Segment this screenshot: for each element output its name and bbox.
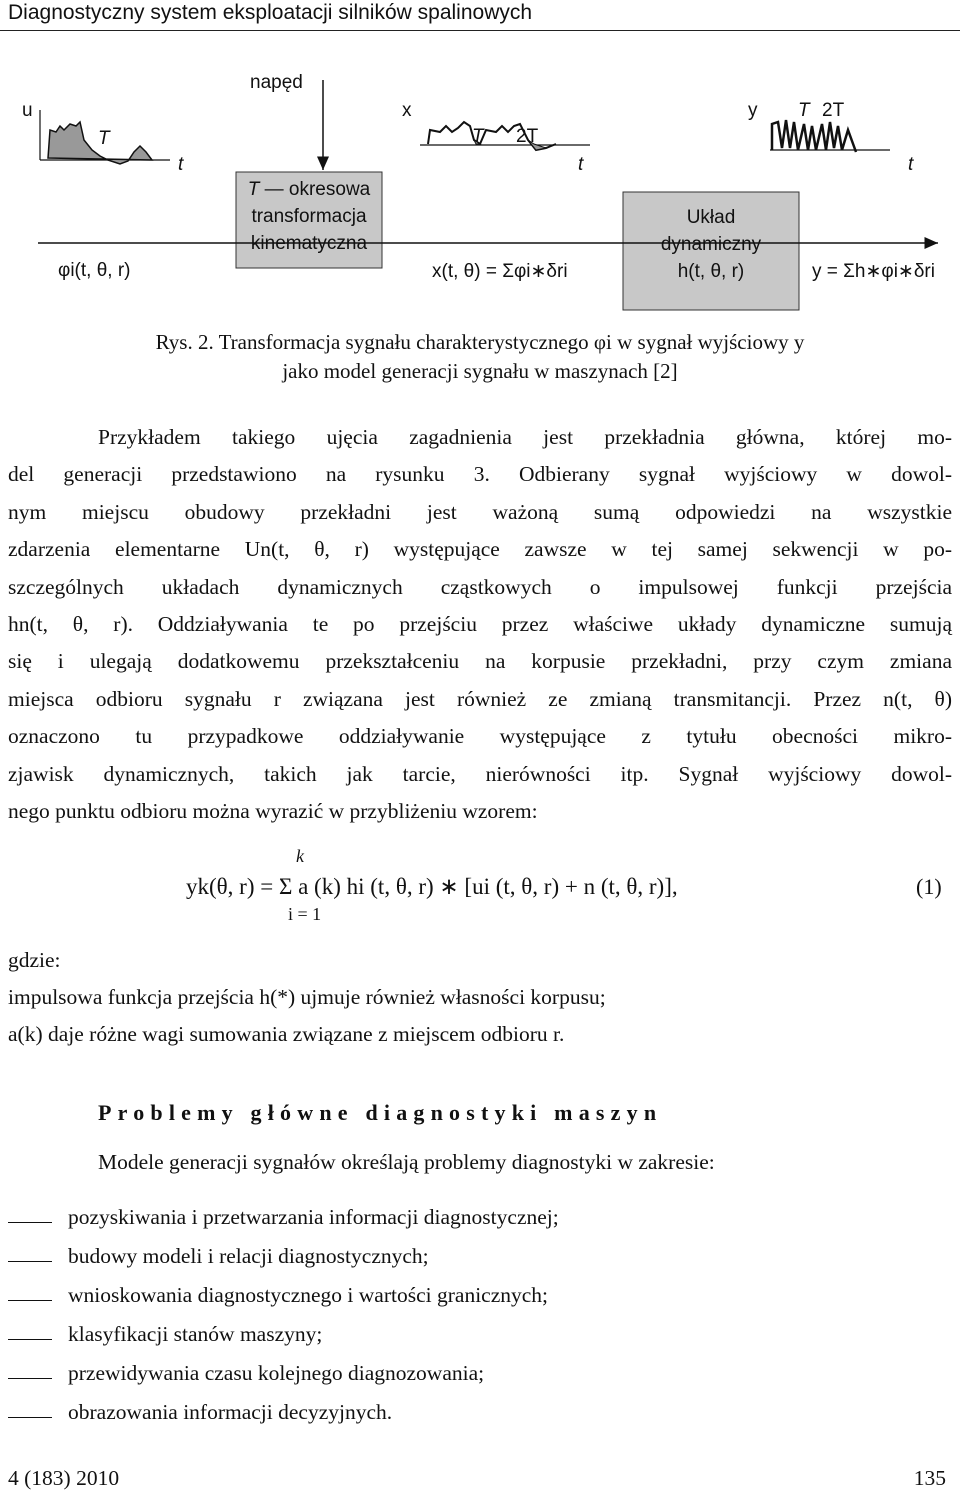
period-label-2T: 2T bbox=[516, 126, 539, 147]
x-axis-label: x bbox=[402, 100, 412, 121]
time-label-t: t bbox=[178, 154, 184, 175]
period-label-T3: T bbox=[798, 100, 810, 121]
paragraph-line: Przykładem takiego ujęcia zagadnienia jest przekładnia główna, której mo- bbox=[98, 425, 952, 449]
output-waveform bbox=[770, 120, 890, 152]
period-label-T: T bbox=[98, 128, 110, 149]
box2-line2: dynamiczny bbox=[660, 234, 762, 255]
list-item bbox=[0, 1281, 960, 1320]
list-item bbox=[0, 1398, 960, 1437]
paragraph-line: się i ulegają dodatkowemu przekształceniu na korpusie przekładni, przy czym zmiana bbox=[8, 649, 952, 674]
box1-line1: — okresowa bbox=[259, 179, 371, 200]
figure-caption-line2: jako model generacji sygnału w maszynach [2] bbox=[282, 359, 678, 383]
dash-bullet bbox=[8, 1378, 52, 1379]
time-label-t3: t bbox=[908, 154, 914, 175]
equation-body: yk(θ, r) = Σ a (k) hi (t, θ, r) ∗ [ui (t, θ, r) + n (t, θ, r)], bbox=[186, 874, 678, 899]
dash-bullet bbox=[8, 1261, 52, 1262]
u-axis-label: u bbox=[22, 100, 33, 121]
paragraph-line: del generacji przedstawiono na rysunku 3. Odbierany sygnał wyjściowy w dowol- bbox=[8, 462, 952, 487]
list-item bbox=[0, 1242, 960, 1281]
box2-line3: h(t, θ, r) bbox=[677, 261, 745, 282]
where-line-2: a(k) daje różne wagi sumowania związane z miejscem odbioru r. bbox=[8, 1022, 565, 1046]
list-item bbox=[0, 1359, 960, 1398]
dash-bullet bbox=[8, 1417, 52, 1418]
box1-line2: transformacja bbox=[251, 206, 367, 227]
dash-bullet bbox=[8, 1300, 52, 1301]
sum-upper-limit: k bbox=[296, 846, 304, 866]
list-item-text: przewidywania czasu kolejnego diagnozowania; bbox=[68, 1361, 485, 1385]
list-item-text: klasyfikacji stanów maszyny; bbox=[68, 1322, 323, 1346]
drive-label: napęd bbox=[250, 72, 303, 93]
footer-issue: 4 (183) 2010 bbox=[8, 1466, 120, 1490]
signal-transformation-diagram bbox=[0, 60, 960, 320]
list-item bbox=[0, 1203, 960, 1242]
running-header: Diagnostyczny system eksploatacji silników spalinowych bbox=[8, 1, 533, 24]
dash-bullet bbox=[8, 1222, 52, 1223]
paragraph-line: miejsca odbioru sygnału r związana jest również ze zmianą transmitancji. Przez n(t, θ) bbox=[8, 686, 952, 711]
equation-1 bbox=[0, 842, 960, 932]
section-intro: Modele generacji sygnałów określają problemy diagnostyki w zakresie: bbox=[98, 1150, 715, 1174]
dynamic-system-text bbox=[623, 204, 799, 285]
box2-line1: Układ bbox=[686, 207, 736, 228]
header-rule bbox=[0, 30, 960, 31]
kinematic-transform-text bbox=[236, 176, 382, 257]
list-item bbox=[0, 1320, 960, 1359]
paragraph-line: zdarzenia elementarne Un(t, θ, r) występujące zawsze w tej samej sekwencji w po- bbox=[8, 537, 952, 562]
intermediate-signal-label: x(t, θ) = Σφi∗δri bbox=[432, 261, 568, 282]
page-number: 135 bbox=[913, 1466, 946, 1490]
problems-list bbox=[0, 1203, 960, 1437]
input-signal-label: φi(t, θ, r) bbox=[58, 260, 131, 281]
where-label: gdzie: bbox=[8, 948, 61, 972]
sum-lower-limit: i = 1 bbox=[288, 904, 322, 924]
period-label-T2: T bbox=[472, 126, 484, 147]
output-signal-label: y = Σh∗φi∗δri bbox=[812, 261, 935, 282]
where-line-1: impulsowa funkcja przejścia h(*) ujmuje również własności korpusu; bbox=[8, 985, 606, 1009]
section-heading: Problemy główne diagnostyki maszyn bbox=[98, 1100, 663, 1125]
paragraph-line: szczególnych układach dynamicznych cząstkowych o impulsowej funkcji przejścia bbox=[8, 574, 952, 599]
list-item-text: pozyskiwania i przetwarzania informacji diagnostycznej; bbox=[68, 1205, 559, 1229]
paragraph-line: nego punktu odbioru można wyrazić w przybliżeniu wzorem: bbox=[8, 798, 538, 823]
period-label-2T3: 2T bbox=[822, 100, 845, 121]
intermediate-waveform bbox=[420, 122, 590, 150]
body-paragraph bbox=[8, 419, 952, 830]
paragraph-line: oznaczono tu przypadkowe oddziaływanie występujące z tytułu obecności mikro- bbox=[8, 724, 952, 749]
list-item-text: obrazowania informacji decyzyjnych. bbox=[68, 1400, 393, 1424]
dash-bullet bbox=[8, 1339, 52, 1340]
paragraph-line: zjawisk dynamicznych, takich jak tarcie, nierówności itp. Sygnał wyjściowy dowol- bbox=[8, 761, 952, 786]
paragraph-line: nym miejscu obudowy przekładni jest ważoną sumą odpowiedzi na wszystkie bbox=[8, 499, 952, 524]
y-axis-label: y bbox=[748, 100, 758, 121]
paragraph-line: hn(t, θ, r). Oddziaływania te po przejściu przez właściwe układy dynamiczne sumują bbox=[8, 611, 952, 636]
figure-caption-line1: Rys. 2. Transformacja sygnału charakterystycznego φi w sygnał wyjściowy y bbox=[155, 330, 805, 354]
box1-T: T bbox=[247, 179, 260, 200]
box1-line3: kinematyczna bbox=[250, 233, 368, 254]
list-item-text: budowy modeli i relacji diagnostycznych; bbox=[68, 1244, 429, 1268]
time-label-t2: t bbox=[578, 154, 584, 175]
equation-number: (1) bbox=[916, 874, 942, 899]
list-item-text: wnioskowania diagnostycznego i wartości granicznych; bbox=[68, 1283, 549, 1307]
